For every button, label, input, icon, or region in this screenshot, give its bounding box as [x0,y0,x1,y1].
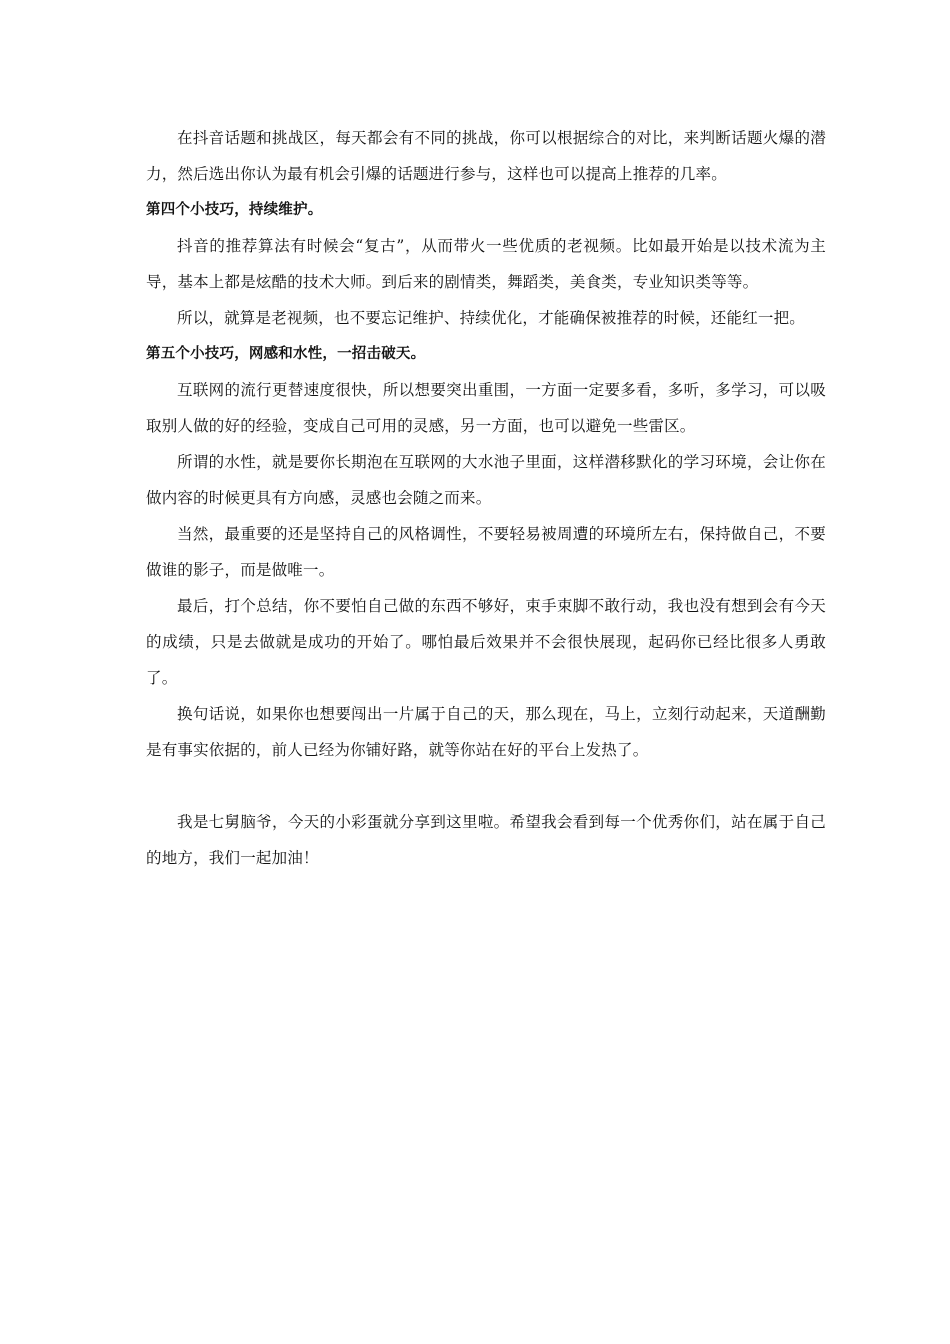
heading-tip-five: 第五个小技巧，网感和水性，一招击破天。 [146,346,426,362]
document-page [146,120,826,876]
paragraph-retro-algorithm: 抖音的推荐算法有时候会“复古”，从而带火一些优质的老视频。比如最开始是以技术流为主导，基本上都是炫酷的技术大师。到后来的剧情类，舞蹈类，美食类，专业知识类等等。 [146,237,826,291]
paragraph-maintain-old-videos: 所以，就算是老视频，也不要忘记维护、持续优化，才能确保被推荐的时候，还能红一把。 [177,309,806,327]
paragraph-internet-trends: 互联网的流行更替速度很快，所以想要突出重围，一方面一定要多看，多听，多学习，可以吸取别人做的好的经验，变成自己可用的灵感，另一方面，也可以避免一些雷区。 [146,381,826,435]
paragraph-topic-challenge: 在抖音话题和挑战区，每天都会有不同的挑战，你可以根据综合的对比，来判断话题火爆的潜力，然后选出你认为最有机会引爆的话题进行参与，这样也可以提高上推荐的几率。 [146,129,826,183]
paragraph-closing: 我是七舅脑爷，今天的小彩蛋就分享到这里啦。希望我会看到每一个优秀你们，站在属于自己的地方，我们一起加油！ [146,813,826,867]
paragraph-water-sense: 所谓的水性，就是要你长期泡在互联网的大水池子里面，这样潜移默化的学习环境，会让你在做内容的时候更具有方向感，灵感也会随之而来。 [146,453,826,507]
paragraph-spacer [146,768,826,804]
paragraph-in-other-words: 换句话说，如果你也想要闯出一片属于自己的天，那么现在，马上，立刻行动起来，天道酬勤是有事实依据的，前人已经为你铺好路，就等你站在好的平台上发热了。 [146,705,826,759]
heading-tip-four: 第四个小技巧，持续维护。 [146,202,323,218]
paragraph-own-style: 当然，最重要的还是坚持自己的风格调性，不要轻易被周遭的环境所左右，保持做自己，不要做谁的影子，而是做唯一。 [146,525,826,579]
paragraph-summary: 最后，打个总结，你不要怕自己做的东西不够好，束手束脚不敢行动，我也没有想到会有今天的成绩，只是去做就是成功的开始了。哪怕最后效果并不会很快展现，起码你已经比很多人勇敢了。 [146,597,826,687]
